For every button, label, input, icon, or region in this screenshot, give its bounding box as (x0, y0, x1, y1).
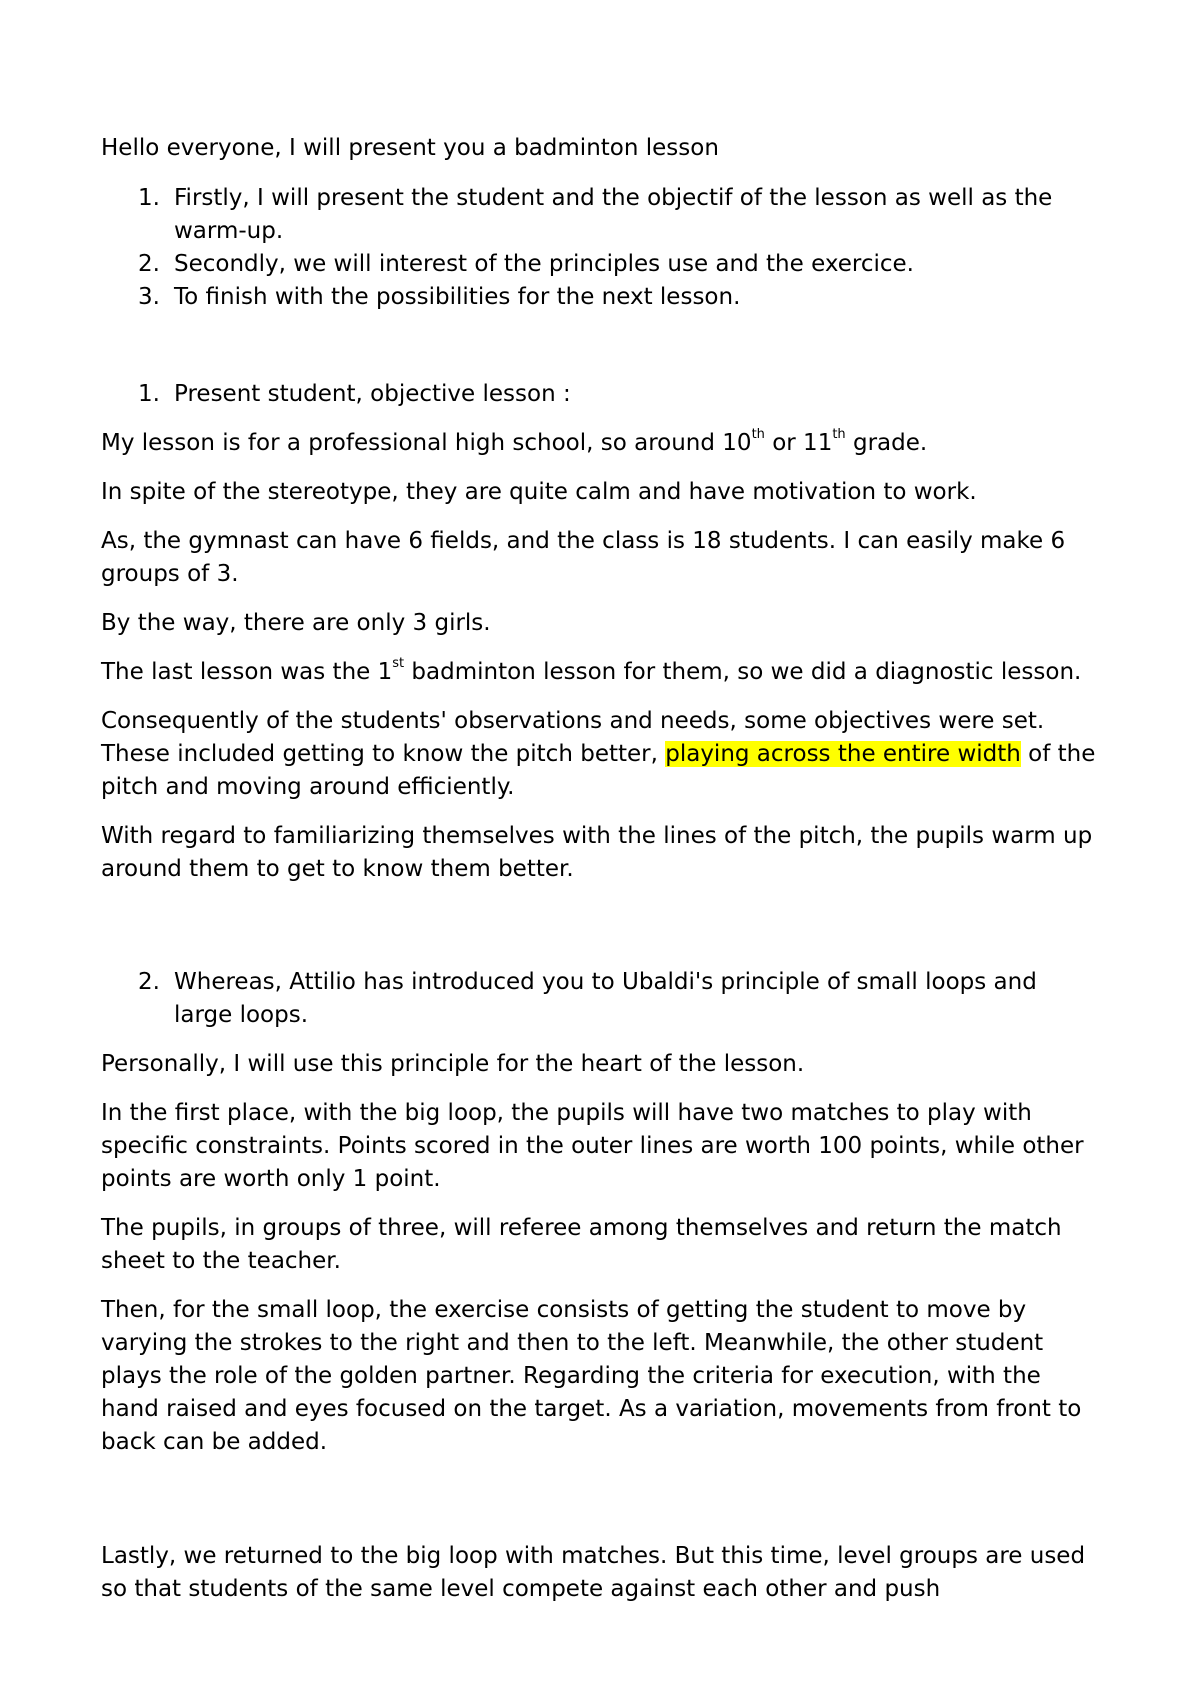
spacer (101, 1475, 1101, 1540)
document-page (101, 132, 1101, 1622)
list-number: 3. (138, 284, 160, 310)
list-number: 1. (138, 381, 160, 407)
list-number: 2. (138, 251, 160, 277)
text-run: or 11 (764, 430, 833, 456)
plan-item-3 (101, 281, 1101, 314)
section-2-paragraph-4: Then, for the small loop, the exercise consists of getting the student to move by varying the strokes to the right and then to the left. Meanwhile, the other student plays the role of the golden partner. Regarding the criteria for execution, with the hand raised and eyes focused on the target. As a variation, movements from front to back can be added. (101, 1297, 1082, 1455)
highlighted-text: playing across the entire width (665, 741, 1021, 767)
section-2-paragraph-5: Lastly, we returned to the big loop with matches. But this time, level groups are used so that students of the same level compete against each other and push (101, 1543, 1086, 1602)
list-item-text: To finish with the possibilities for the next lesson. (174, 284, 741, 310)
section-1-paragraph-1 (101, 427, 1101, 460)
section-1-paragraph-4: By the way, there are only 3 girls. (101, 610, 491, 636)
list-item-text: Firstly, I will present the student and the objectif of the lesson as well as the warm-up. (174, 185, 1053, 244)
plan-item-1 (101, 182, 1101, 248)
text-run: My lesson is for a professional high school, so around 10 (101, 430, 752, 456)
section-2-paragraph-1: Personally, I will use this principle for the heart of the lesson. (101, 1051, 805, 1077)
text-run: The last lesson was the 1 (101, 659, 393, 685)
section-1-paragraph-6 (101, 705, 1101, 804)
section-2-heading (101, 966, 1101, 1032)
list-number: 1. (138, 185, 160, 211)
section-2-paragraph-3: The pupils, in groups of three, will referee among themselves and return the match sheet to the teacher. (101, 1215, 1062, 1274)
spacer (101, 314, 1101, 378)
section-1-heading-item (101, 378, 1101, 411)
section-heading-text: Present student, objective lesson : (174, 381, 571, 407)
section-2-paragraph-2: In the first place, with the big loop, the pupils will have two matches to play with specific constraints. Points scored in the outer lines are worth 100 points, while other points are worth only 1 point. (101, 1100, 1084, 1192)
text-run: badminton lesson for them, so we did a diagnostic lesson. (404, 659, 1082, 685)
section-1-heading (101, 378, 1101, 411)
superscript: st (392, 656, 405, 672)
text-run: of the pitch and moving around efficiently. (101, 741, 1096, 800)
lesson-plan-list (101, 182, 1101, 314)
section-1-paragraph-7: With regard to familiarizing themselves with the lines of the pitch, the pupils warm up around them to get to know them better. (101, 823, 1093, 882)
list-item-text: Secondly, we will interest of the principles use and the exercice. (174, 251, 914, 277)
section-2-heading-item (101, 966, 1101, 1032)
plan-item-2 (101, 248, 1101, 281)
section-1-paragraph-3: As, the gymnast can have 6 fields, and the class is 18 students. I can easily make 6 groups of 3. (101, 528, 1066, 587)
text-run: grade. (845, 430, 928, 456)
section-heading-text: Whereas, Attilio has introduced you to Ubaldi's principle of small loops and large loops. (174, 969, 1037, 1028)
superscript: th (751, 427, 765, 443)
superscript: th (832, 427, 846, 443)
intro-paragraph: Hello everyone, I will present you a badminton lesson (101, 135, 719, 161)
spacer (101, 902, 1101, 966)
section-1-paragraph-2: In spite of the stereotype, they are quite calm and have motivation to work. (101, 479, 977, 505)
text-run: Consequently of the students' observations and needs, some objectives were set. These included getting to know the pitch better, (101, 708, 1045, 767)
list-number: 2. (138, 969, 160, 995)
section-1-paragraph-5 (101, 656, 1101, 689)
